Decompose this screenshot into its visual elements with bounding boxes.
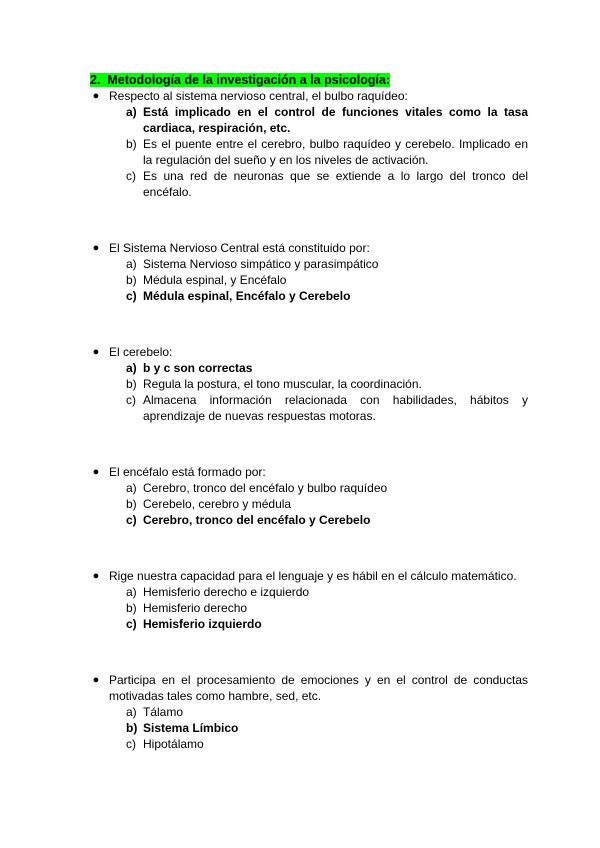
bullet-icon: ● xyxy=(92,674,100,686)
option-text: Cerebro, tronco del encéfalo y Cerebelo xyxy=(143,513,371,527)
option-a xyxy=(90,256,528,272)
option-text: Médula espinal, y Encéfalo xyxy=(143,273,287,287)
option-text: Es el puente entre el cerebro, bulbo raquídeo y cerebelo. Implicado en la regulación del sueño y en los niveles de activación. xyxy=(143,137,528,167)
option-a xyxy=(90,584,528,600)
option-b xyxy=(90,496,528,512)
section-heading xyxy=(90,72,390,88)
option-list xyxy=(90,704,528,752)
option-letter: a) xyxy=(126,481,137,495)
bullet-icon: ● xyxy=(92,242,100,254)
option-letter: a) xyxy=(126,257,137,271)
option-c xyxy=(90,168,528,200)
question-stem xyxy=(90,344,528,360)
question-4 xyxy=(90,464,528,528)
option-letter: a) xyxy=(126,105,137,119)
option-letter: a) xyxy=(126,705,137,719)
option-letter: b) xyxy=(126,601,137,615)
option-text: Cerebro, tronco del encéfalo y bulbo raquídeo xyxy=(143,481,388,495)
stem-text: Rige nuestra capacidad para el lenguaje y es hábil en el cálculo matemático. xyxy=(109,569,517,583)
heading-number: 2. xyxy=(90,73,101,87)
stem-text: El cerebelo: xyxy=(109,345,173,359)
option-text: Sistema Límbico xyxy=(143,721,239,735)
option-list xyxy=(90,104,528,200)
option-list xyxy=(90,584,528,632)
stem-text: Participa en el procesamiento de emociones y en el control de conductas motivadas tales como hambre, sed, etc. xyxy=(109,673,528,703)
question-5 xyxy=(90,568,528,632)
option-b xyxy=(90,720,528,736)
option-letter: c) xyxy=(126,737,136,751)
option-list xyxy=(90,256,528,304)
question-stem xyxy=(90,464,528,480)
bullet-icon: ● xyxy=(92,346,100,358)
option-b xyxy=(90,600,528,616)
bullet-icon: ● xyxy=(92,90,100,102)
option-a xyxy=(90,104,528,136)
option-text: Sistema Nervioso simpático y parasimpático xyxy=(143,257,379,271)
question-3 xyxy=(90,344,528,424)
option-a xyxy=(90,704,528,720)
question-stem xyxy=(90,672,528,704)
question-6 xyxy=(90,672,528,752)
option-b xyxy=(90,136,528,168)
question-stem xyxy=(90,568,528,584)
option-text: Tálamo xyxy=(143,705,184,719)
option-text: Hipotálamo xyxy=(143,737,204,751)
bullet-icon: ● xyxy=(92,466,100,478)
question-stem xyxy=(90,88,528,104)
option-letter: b) xyxy=(126,721,138,735)
bullet-icon: ● xyxy=(92,570,100,582)
option-letter: b) xyxy=(126,377,137,391)
stem-text: El encéfalo está formado por: xyxy=(109,465,266,479)
option-list xyxy=(90,480,528,528)
option-text: Hemisferio izquierdo xyxy=(143,617,262,631)
option-letter: b) xyxy=(126,273,137,287)
option-c xyxy=(90,736,528,752)
option-letter: b) xyxy=(126,137,137,151)
option-text: Médula espinal, Encéfalo y Cerebelo xyxy=(143,289,351,303)
option-text: Hemisferio derecho xyxy=(143,601,248,615)
option-letter: a) xyxy=(126,585,137,599)
option-text: b y c son correctas xyxy=(143,361,253,375)
option-letter: c) xyxy=(126,289,137,303)
question-stem xyxy=(90,240,528,256)
option-text: Está implicado en el control de funciones vitales como la tasa cardiaca, respiración, etc. xyxy=(143,105,528,135)
option-b xyxy=(90,272,528,288)
option-letter: c) xyxy=(126,617,137,631)
option-c xyxy=(90,392,528,424)
option-a xyxy=(90,480,528,496)
stem-text: El Sistema Nervioso Central está constituido por: xyxy=(109,241,370,255)
option-text: Es una red de neuronas que se extiende a lo largo del tronco del encéfalo. xyxy=(143,169,528,199)
option-letter: a) xyxy=(126,361,137,375)
question-1 xyxy=(90,88,528,200)
option-a xyxy=(90,360,528,376)
option-letter: c) xyxy=(126,393,136,407)
option-b xyxy=(90,376,528,392)
option-text: Hemisferio derecho e izquierdo xyxy=(143,585,310,599)
option-text: Cerebelo, cerebro y médula xyxy=(143,497,292,511)
option-letter: c) xyxy=(126,513,137,527)
option-c xyxy=(90,616,528,632)
option-letter: c) xyxy=(126,169,136,183)
option-c xyxy=(90,288,528,304)
option-text: Regula la postura, el tono muscular, la coordinación. xyxy=(143,377,422,391)
option-text: Almacena información relacionada con habilidades, hábitos y aprendizaje de nuevas respuestas motoras. xyxy=(143,393,528,423)
option-letter: b) xyxy=(126,497,137,511)
option-c xyxy=(90,512,528,528)
option-list xyxy=(90,360,528,424)
heading-text: Metodología de la investigación a la psicología: xyxy=(107,73,391,87)
highlighted-heading xyxy=(90,73,390,87)
stem-text: Respecto al sistema nervioso central, el bulbo raquídeo: xyxy=(109,89,408,103)
question-2 xyxy=(90,240,528,304)
